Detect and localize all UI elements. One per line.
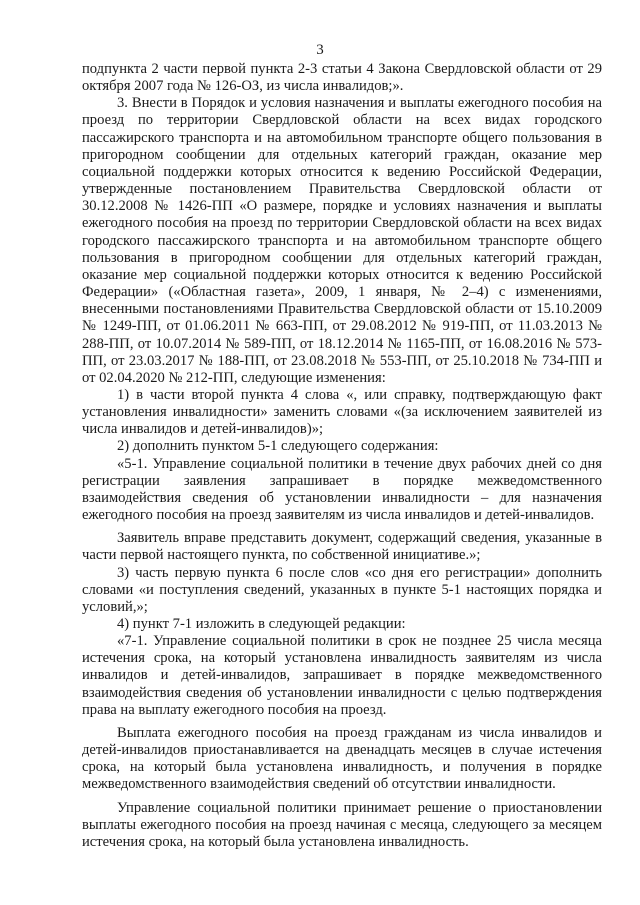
- paragraph-subitem-2: 2) дополнить пунктом 5-1 следующего содержания:: [117, 438, 439, 455]
- paragraph-subitem-3: 3) часть первую пункта 6 после слов «со дня его регистрации» дополнить словами «и поступления сведений, указанных в пункте 5-1 настоящих порядка и условий,»;: [82, 564, 602, 615]
- paragraph-item-3: 3. Внести в Порядок и условия назначения и выплаты ежегодного пособия на проезд по территории Свердловской области на всех видах городского пассажирского транспорта и на автомобильном транспорте общего пользования в пригородном сообщении для отдельных категорий граждан, оказание мер социальной поддержки которых относится к ведению Российской Федерации, утвержденные постановлением Правительства Свердловской области от 30.12.2008 № 1426-ПП «О размере, порядке и условиях назначения и выплаты ежегодного пособия на проезд по территории Свердловской области на всех видах городского пассажирского транспорта и на автомобильном транспорте общего пользования в пригородном сообщении для отдельных категорий граждан, оказание мер социальной поддержки которых относится к ведению Российской Федерации» («Областная газета», 2009, 1 января, № 2–4) с изменениями, внесенными постановлениями Правительства Свердловской области от 15.10.2009 № 1249-ПП, от 01.06.2011 № 663-ПП, от 29.08.2012 № 919-ПП, от 11.03.2013 № 288-ПП, от 10.07.2014 № 589-ПП, от 18.12.2014 № 1165-ПП, от 16.08.2016 № 573-ПП, от 23.03.2017 № 188-ПП, от 23.08.2018 № 553-ПП, от 25.10.2018 № 734-ПП и от 02.04.2020 № 212-ПП, следующие изменения:: [82, 95, 602, 386]
- paragraph-applicant-right: Заявитель вправе представить документ, содержащий сведения, указанные в части первой настоящего пункта, по собственной инициативе.»;: [82, 530, 602, 564]
- paragraph-point-5-1: «5-1. Управление социальной политики в течение двух рабочих дней со дня регистрации заявления запрашивает в порядке межведомственного взаимодействия сведения об установлении инвалидности – для назначения ежегодного пособия на проезд заявителям из числа инвалидов и детей-инвалидов.: [82, 455, 602, 524]
- paragraph-subitem-4: 4) пункт 7-1 изложить в следующей редакции:: [117, 616, 406, 632]
- paragraph-continuation: подпункта 2 части первой пункта 2-3 статьи 4 Закона Свердловской области от 29 октября 2007 года № 126-ОЗ, из числа инвалидов;».: [82, 61, 602, 95]
- paragraph-suspension: Выплата ежегодного пособия на проезд гражданам из числа инвалидов и детей-инвалидов приостанавливается на двенадцать месяцев в случае истечения срока, на который была установлена инвалидность, и получения в порядке межведомственного взаимодействия сведений об отсутствии инвалидности.: [82, 724, 602, 793]
- paragraph-subitem-1: 1) в части второй пункта 4 слова «, или справку, подтверждающую факт установления инвалидности» заменить словами «(за исключением заявителей из числа инвалидов и детей-инвалидов)»;: [82, 386, 602, 438]
- document-body: [82, 61, 602, 851]
- paragraph-decision: Управление социальной политики принимает решение о приостановлении выплаты ежегодного пособия на проезд начиная с месяца, следующего за месяцем истечения срока, на который была установлена инвалидность.: [82, 799, 602, 850]
- page-number: 3: [316, 42, 324, 58]
- paragraph-point-7-1: «7-1. Управление социальной политики в срок не позднее 25 числа месяца истечения срока, на который установлена инвалидность заявителям из числа инвалидов и детей-инвалидов, запрашивает в порядке межведомственного взаимодействия сведения об установлении инвалидности с целью подтверждения права на выплату ежегодного пособия на проезд.: [82, 633, 602, 718]
